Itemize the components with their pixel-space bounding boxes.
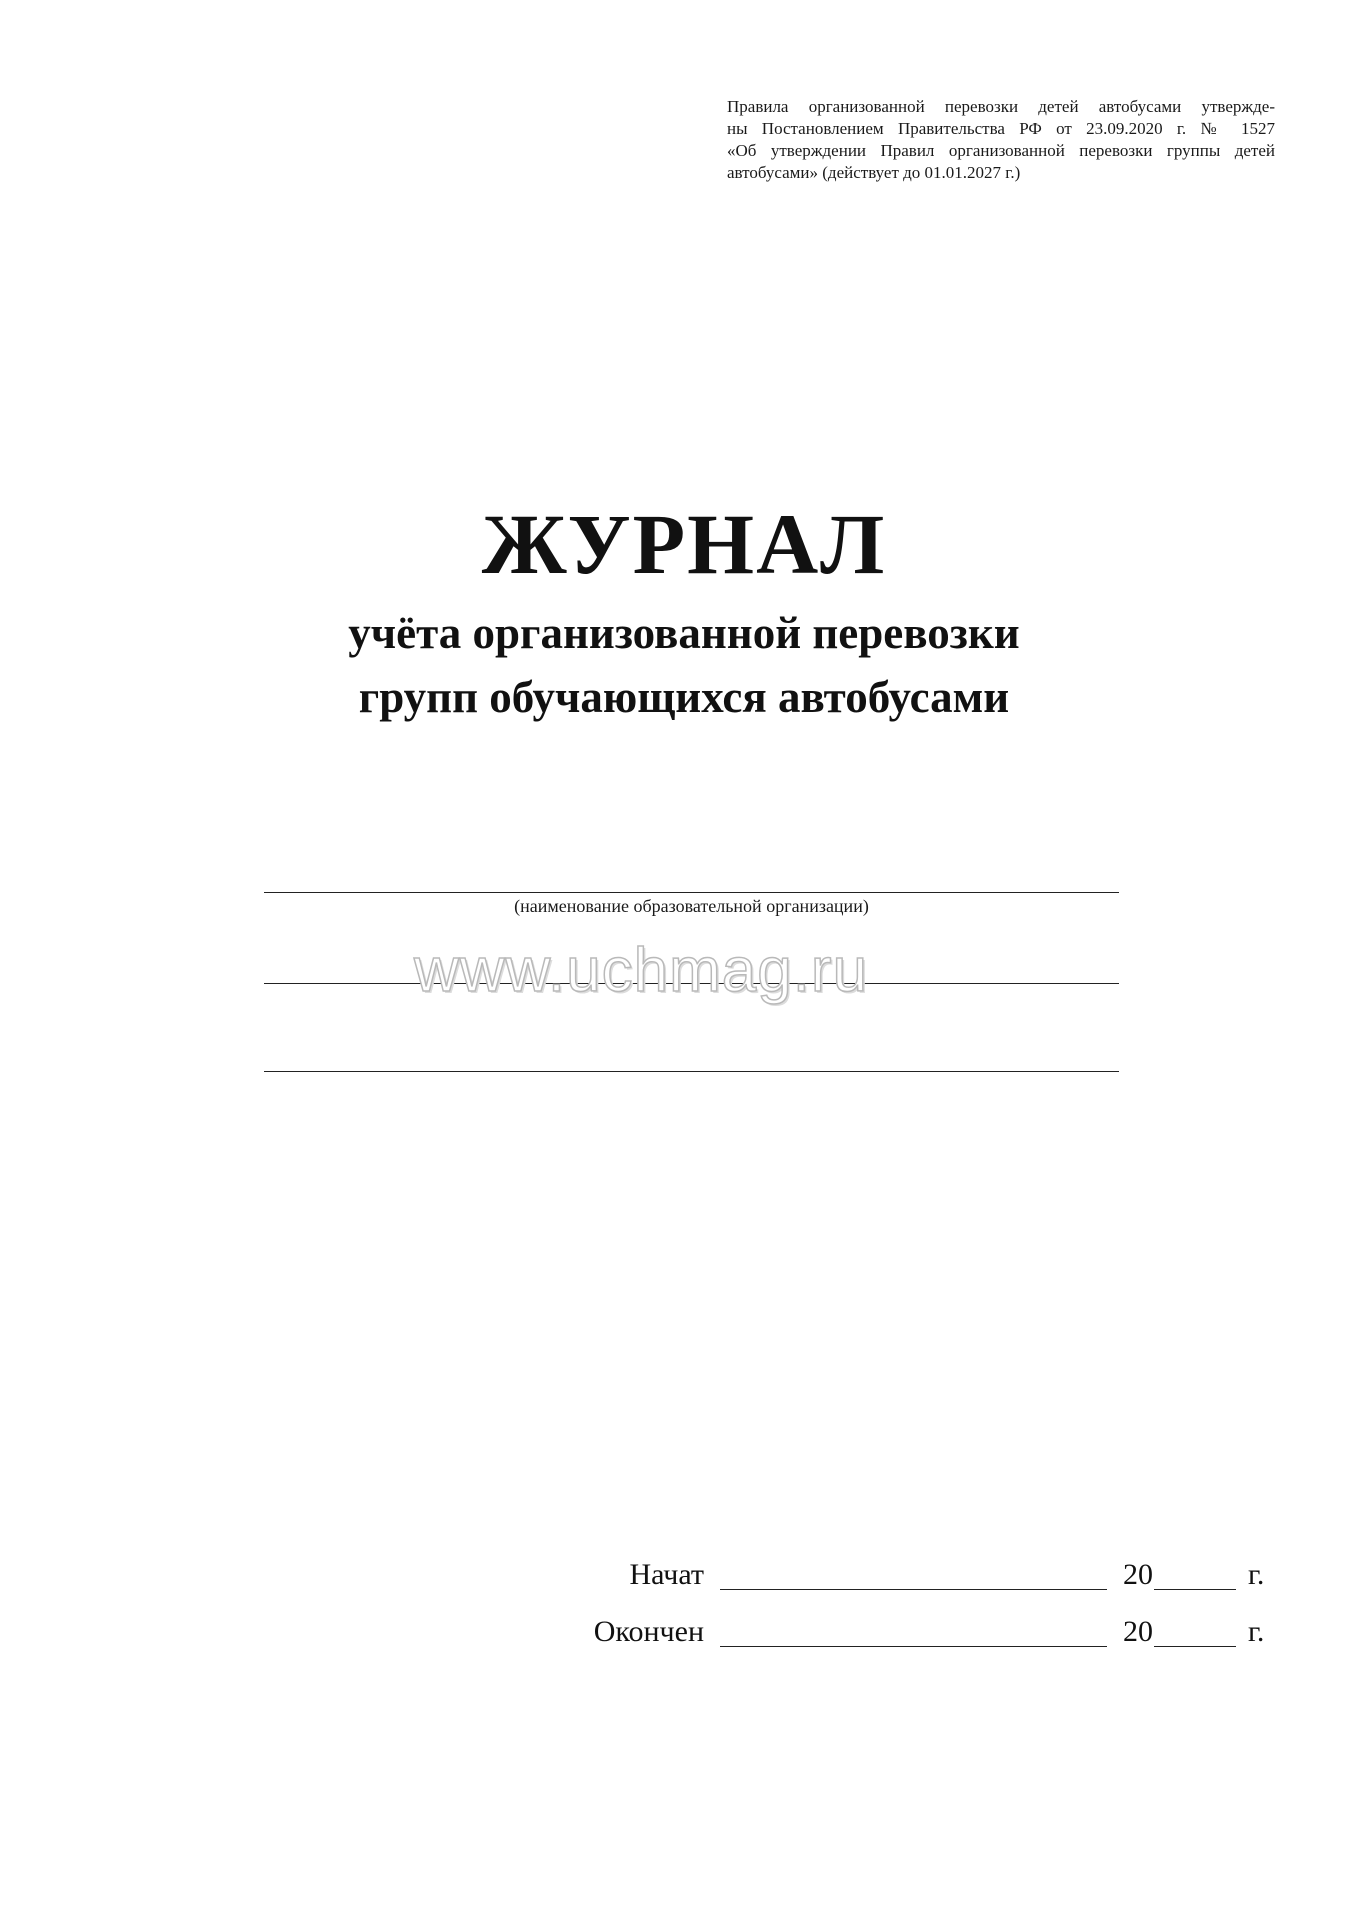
start-date-year-suffix: г. <box>1248 1558 1265 1591</box>
legal-note-line-3: «Об утверждении Правил организованной перевозки группы детей <box>727 141 1275 160</box>
end-date-blank <box>720 1646 1107 1647</box>
watermark: www.uchmag.ru <box>414 936 869 1005</box>
document-subtitle-line-2: групп обучающихся автобусами <box>358 672 1010 722</box>
end-date-row <box>560 1610 1280 1654</box>
end-date-century: 20 <box>1123 1615 1153 1648</box>
organization-caption: (наименование образовательной организации) <box>514 896 869 916</box>
end-date-year-suffix: г. <box>1248 1615 1265 1648</box>
legal-note-line-2: ны Постановлением Правительства РФ от 23.09.2020 г. № 1527 <box>727 119 1275 138</box>
document-subtitle-line-1: учёта организованной перевозки <box>348 608 1020 658</box>
start-date-row <box>560 1553 1280 1597</box>
legal-note <box>727 96 1275 184</box>
legal-note-line-1: Правила организованной перевозки детей автобусами утвержде- <box>727 97 1275 116</box>
start-year-blank <box>1154 1589 1236 1590</box>
end-date-label: Окончен <box>593 1615 704 1648</box>
start-date-blank <box>720 1589 1107 1590</box>
organization-name-line-3 <box>264 1071 1119 1072</box>
organization-name-line-1 <box>264 892 1119 893</box>
end-year-blank <box>1154 1646 1236 1647</box>
start-date-century: 20 <box>1123 1558 1153 1591</box>
legal-note-line-4: автобусами» (действует до 01.01.2027 г.) <box>727 163 1021 182</box>
start-date-label: Начат <box>629 1558 704 1591</box>
document-title: ЖУРНАЛ <box>481 496 887 592</box>
